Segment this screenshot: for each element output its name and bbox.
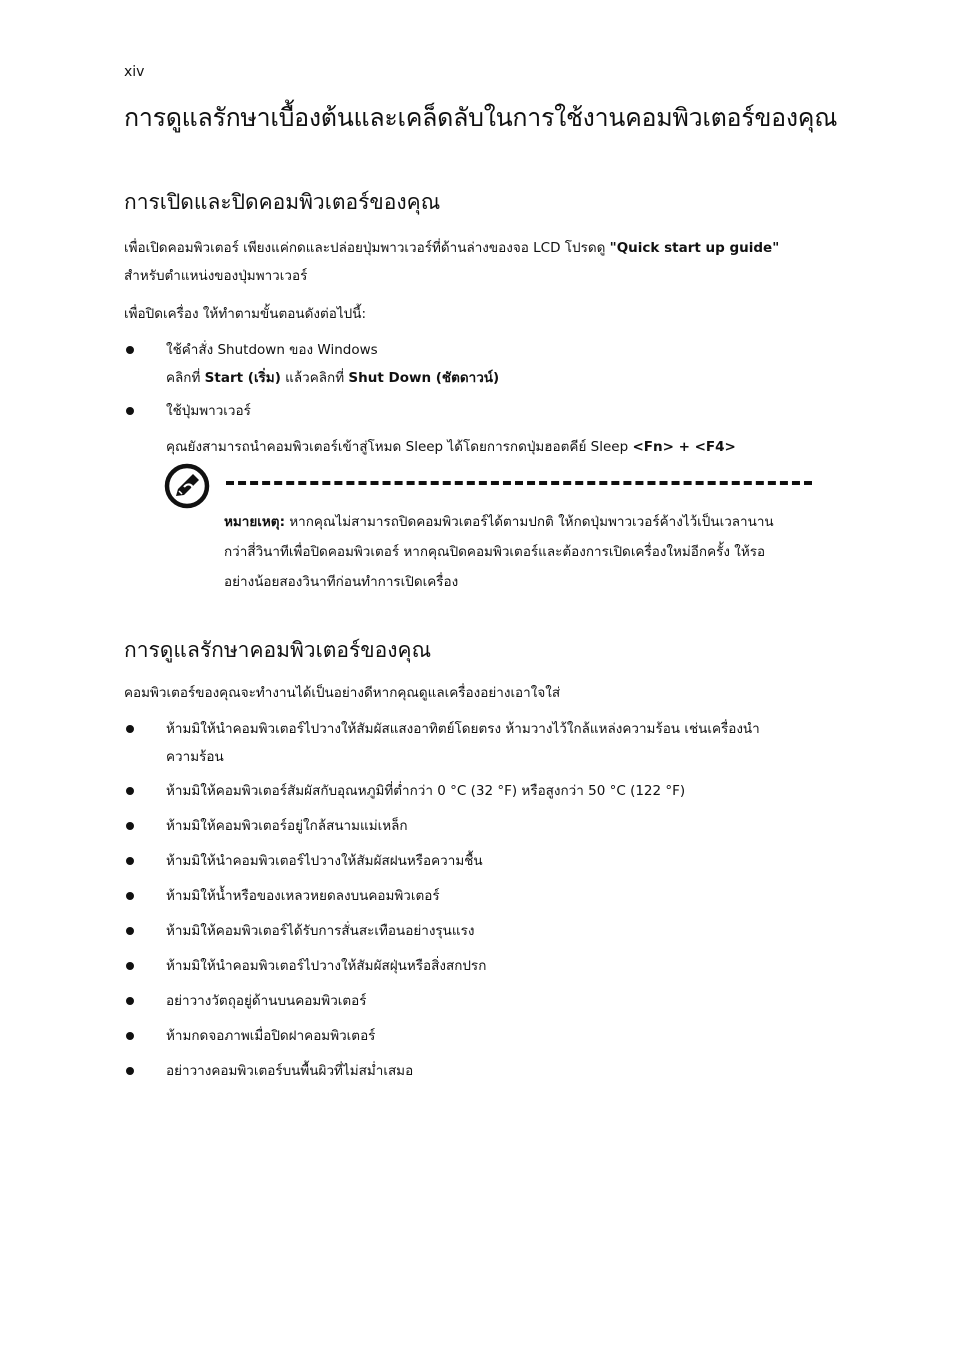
list-item: ห้ามมิให้น้ำหรือของเหลวหยดลงบนคอมพิวเตอร์ — [124, 882, 764, 910]
bullet-icon — [126, 927, 134, 935]
power-button-step: ใช้ปุ่มพาวเวอร์ — [166, 403, 251, 419]
shutdown-step-line1: ใช้คำสั่ง Shutdown ของ Windows — [166, 342, 378, 358]
care-intro: คอมพิวเตอร์ของคุณจะทำงานได้เป็นอย่างดีหากคุณดูแลเครื่องอย่างเอาใจใส่ — [124, 685, 561, 701]
list-item: ห้ามมิให้คอมพิวเตอร์อยู่ใกล้สนามแม่เหล็ก — [124, 812, 764, 840]
section-heading-power: การเปิดและปิดคอมพิวเตอร์ของคุณ — [124, 190, 441, 214]
note-body: หากคุณไม่สามารถปิดคอมพิวเตอร์ได้ตามปกติ ให้กดปุ่มพาวเวอร์ค้างไว้เป็นเวลานานกว่าสี่วินาทีเพื่อปิดคอมพิวเตอร์ หากคุณปิดคอมพิวเตอร์และต้องการเปิดเครื่องใหม่อีกครั้ง ให้รออย่างน้อยสองวินาทีก่อนทำการเปิดเครื่อง — [224, 514, 774, 590]
sleep-paragraph: คุณยังสามารถนำคอมพิวเตอร์เข้าสู่โหมด Sleep ได้โดยการกดปุ่มฮอตคีย์ Sleep <Fn> + <F4> — [166, 439, 736, 455]
bullet-icon — [126, 1032, 134, 1040]
quick-start-guide-ref: "Quick start up guide" — [609, 240, 780, 256]
note-label: หมายเหตุ: — [224, 514, 285, 530]
list-item — [124, 397, 824, 425]
start-menu-ref: Start (เริ่ม) — [204, 370, 281, 386]
bullet-icon — [126, 407, 134, 415]
note-pen-icon — [164, 463, 210, 509]
list-item: อย่าวางคอมพิวเตอร์บนพื้นผิวที่ไม่สม่ำเสมอ — [124, 1057, 764, 1085]
page-title: การดูแลรักษาเบื้องต้นและเคล็ดลับในการใช้งานคอมพิวเตอร์ของคุณ — [124, 103, 838, 132]
list-item — [124, 336, 824, 392]
care-list — [124, 715, 764, 1085]
list-item: ห้ามมิให้คอมพิวเตอร์ได้รับการสั่นสะเทือนอย่างรุนแรง — [124, 917, 764, 945]
power-on-paragraph — [124, 234, 814, 290]
bullet-icon — [126, 725, 134, 733]
note-text — [224, 507, 794, 597]
section-heading-care: การดูแลรักษาคอมพิวเตอร์ของคุณ — [124, 638, 432, 662]
shut-down-ref: Shut Down (ชัตดาวน์) — [348, 370, 500, 386]
list-item: อย่าวางวัตถุอยู่ด้านบนคอมพิวเตอร์ — [124, 987, 764, 1015]
bullet-icon — [126, 787, 134, 795]
sleep-hotkey: <Fn> + <F4> — [632, 439, 736, 455]
bullet-icon — [126, 822, 134, 830]
power-off-intro: เพื่อปิดเครื่อง ให้ทำตามขั้นตอนดังต่อไปนี้: — [124, 306, 366, 322]
bullet-icon — [126, 997, 134, 1005]
page-number: xiv — [124, 64, 145, 80]
list-item: ห้ามกดจอภาพเมื่อปิดฝาคอมพิวเตอร์ — [124, 1022, 764, 1050]
shutdown-step-line2: คลิกที่ Start (เริ่ม) แล้วคลิกที่ Shut Down (ชัตดาวน์) — [166, 370, 500, 386]
list-item: ห้ามมิให้คอมพิวเตอร์สัมผัสกับอุณหภูมิที่ต่ำกว่า 0 °C (32 °F) หรือสูงกว่า 50 °C (122 °F) — [124, 777, 764, 805]
bullet-icon — [126, 857, 134, 865]
power-on-tail: สำหรับตำแหน่งของปุ่มพาวเวอร์ — [124, 268, 308, 284]
bullet-icon — [126, 346, 134, 354]
power-on-text: เพื่อเปิดคอมพิวเตอร์ เพียงแค่กดและปล่อยปุ่มพาวเวอร์ที่ด้านล่างของจอ LCD โปรดดู — [124, 240, 610, 256]
list-item: ห้ามมิให้นำคอมพิวเตอร์ไปวางให้สัมผัสฝนหรือความชื้น — [124, 847, 764, 875]
power-off-steps — [124, 336, 824, 425]
note-divider — [226, 481, 812, 485]
bullet-icon — [126, 892, 134, 900]
bullet-icon — [126, 1067, 134, 1075]
list-item: ห้ามมิให้นำคอมพิวเตอร์ไปวางให้สัมผัสแสงอาทิตย์โดยตรง ห้ามวางไว้ใกล้แหล่งความร้อน เช่นเครื่องนำความร้อน — [124, 715, 764, 771]
bullet-icon — [126, 962, 134, 970]
list-item: ห้ามมิให้นำคอมพิวเตอร์ไปวางให้สัมผัสฝุ่นหรือสิ่งสกปรก — [124, 952, 764, 980]
